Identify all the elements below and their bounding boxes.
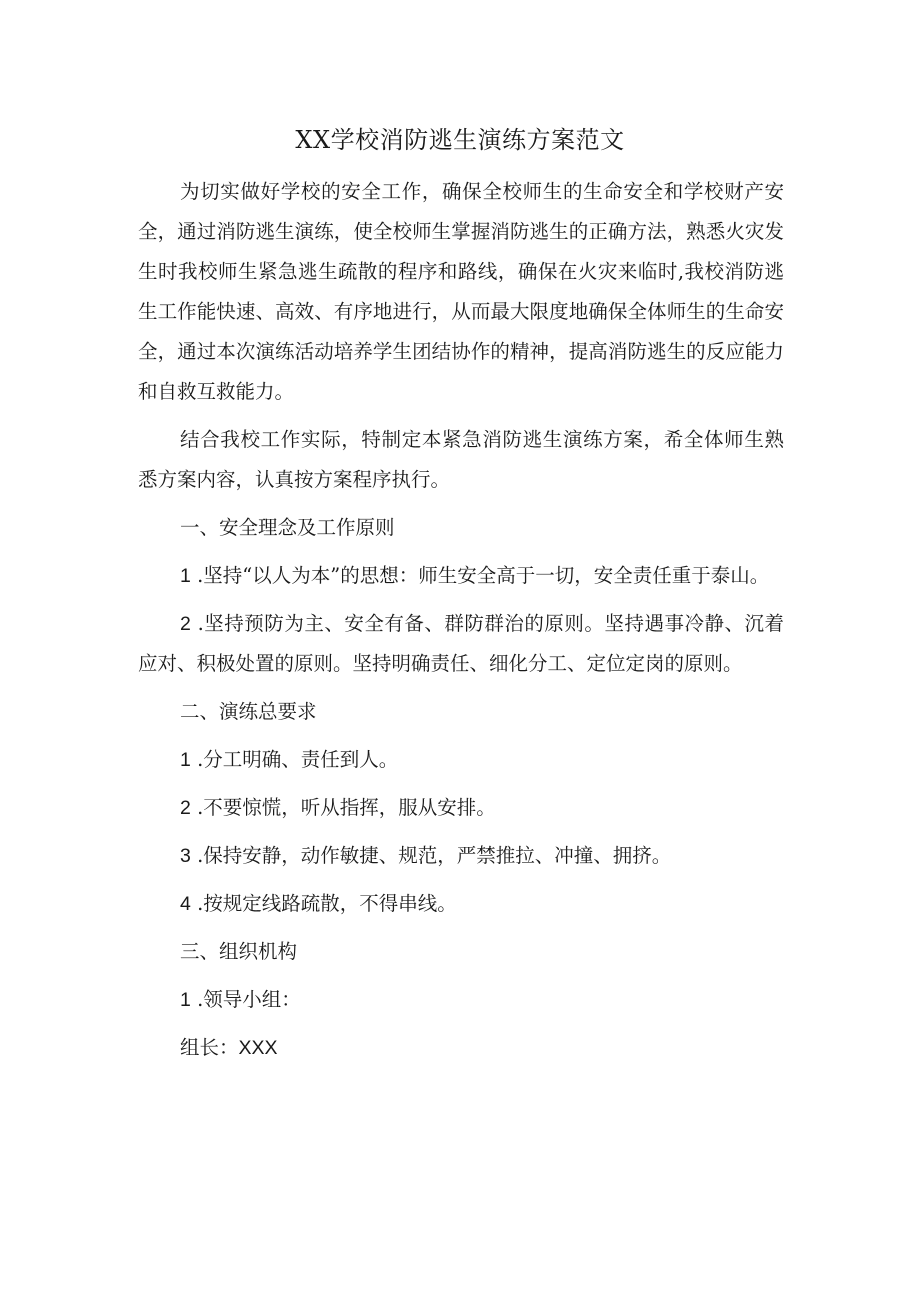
item-number: 4 bbox=[180, 893, 191, 915]
section-heading-3: 三、组织机构 bbox=[180, 940, 298, 963]
section2-item-2 bbox=[138, 788, 784, 828]
section2-item-4 bbox=[138, 884, 784, 924]
item-number: 1 bbox=[180, 565, 191, 587]
item-number: 1 bbox=[180, 989, 191, 1011]
section1-item-2 bbox=[138, 604, 784, 684]
item-text: .不要惊慌，听从指挥，服从安排。 bbox=[197, 796, 496, 819]
intro-paragraph-2: 结合我校工作实际，特制定本紧急消防逃生演练方案，希全体师生熟悉方案内容，认真按方案程序执行。 bbox=[138, 428, 784, 491]
item-text: .领导小组： bbox=[197, 988, 301, 1011]
document-body bbox=[138, 172, 784, 1076]
section3-item-1 bbox=[138, 980, 784, 1020]
section2-item-1 bbox=[138, 740, 784, 780]
item-text: .分工明确、责任到人。 bbox=[197, 748, 399, 771]
item-number: 2 bbox=[180, 613, 191, 635]
item-number: 2 bbox=[180, 797, 191, 819]
section-heading-1: 一、安全理念及工作原则 bbox=[180, 516, 395, 539]
item-number: 1 bbox=[180, 749, 191, 771]
leader-value: XXX bbox=[238, 1037, 278, 1059]
item-text: .保持安静，动作敏捷、规范，严禁推拉、冲撞、拥挤。 bbox=[197, 844, 672, 867]
intro-paragraph-1: 为切实做好学校的安全工作，确保全校师生的生命安全和学校财产安全，通过消防逃生演练，使全校师生掌握消防逃生的正确方法，熟悉火灾发生时我校师生紧急逃生疏散的程序和路线，确保在火灾来临时,我校消防逃生工作能快速、高效、有序地进行，从而最大限度地确保全体师生的生命安全，通过本次演练活动培养学生团结协作的精神，提高消防逃生的反应能力和自救互救能力。 bbox=[138, 180, 784, 403]
section2-item-3 bbox=[138, 836, 784, 876]
document-title: XX学校消防逃生演练方案范文 bbox=[295, 126, 625, 154]
item-text: .坚持预防为主、安全有备、群防群治的原则。坚持遇事冷静、沉着应对、积极处置的原则。坚持明确责任、细化分工、定位定岗的原则。 bbox=[138, 612, 785, 675]
item-text: .坚持“以人为本”的思想：师生安全高于一切，安全责任重于泰山。 bbox=[197, 564, 770, 587]
section-heading-2: 二、演练总要求 bbox=[180, 700, 317, 723]
leader-line bbox=[138, 1028, 784, 1068]
item-number: 3 bbox=[180, 845, 191, 867]
item-text: .按规定线路疏散，不得串线。 bbox=[197, 892, 457, 915]
section1-item-1 bbox=[138, 556, 784, 596]
leader-label: 组长： bbox=[180, 1036, 239, 1059]
